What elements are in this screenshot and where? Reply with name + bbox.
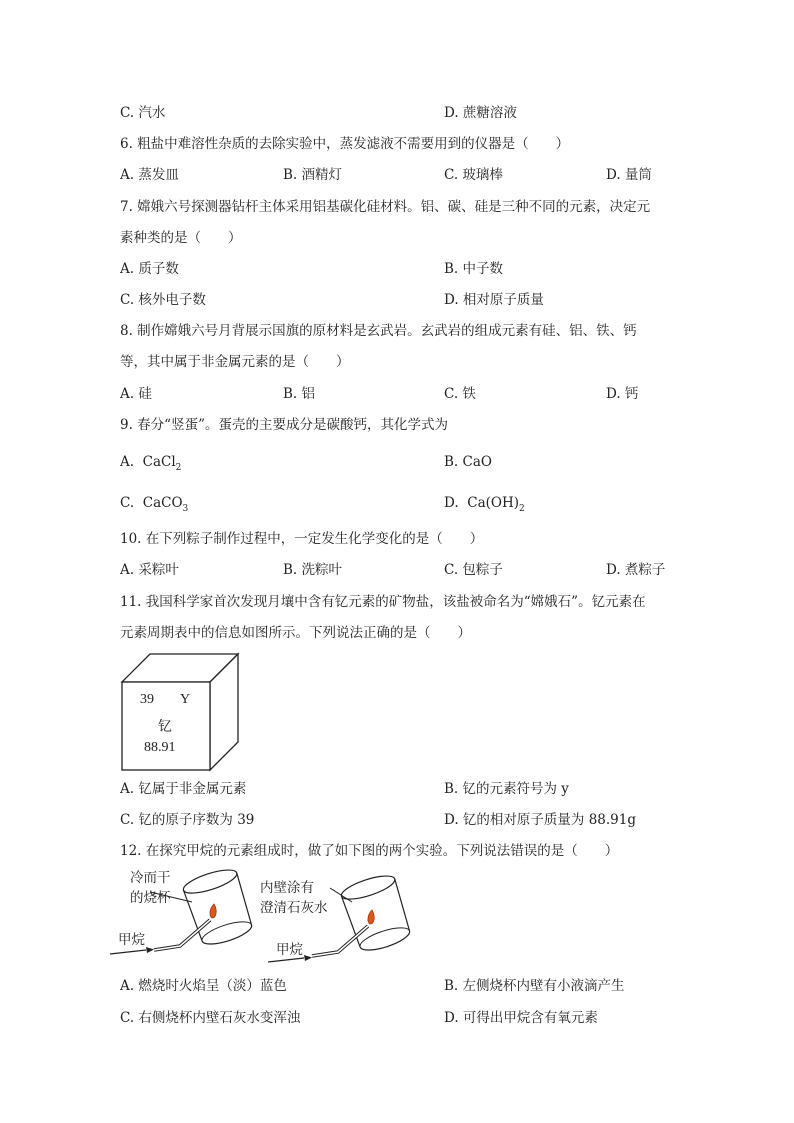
right-beaker-label-line1: 内壁涂有 bbox=[260, 880, 314, 896]
q9-stem: 9. 春分“竖蛋”。蛋壳的主要成分是碳酸钙，其化学式为 bbox=[120, 417, 448, 433]
q6-option-a: A. 蒸发皿 bbox=[120, 167, 179, 183]
element-cube-figure bbox=[120, 652, 240, 772]
q6-stem: 6. 粗盐中难溶性杂质的去除实验中，蒸发滤液不需要用到的仪器是（ ） bbox=[120, 136, 570, 152]
q6-option-c: C. 玻璃棒 bbox=[444, 167, 503, 183]
q11-option-d: D. 钇的相对原子质量为 88.91g bbox=[444, 812, 637, 828]
q11-option-a: A. 钇属于非金属元素 bbox=[120, 781, 247, 797]
q11-option-c: C. 钇的原子序数为 39 bbox=[120, 812, 255, 828]
q9-option-d-formula: Ca(OH) bbox=[467, 495, 519, 511]
left-methane-label: 甲烷 bbox=[118, 932, 145, 948]
q9-option-c bbox=[120, 493, 188, 515]
left-beaker-label-line2: 的烧杯 bbox=[130, 890, 171, 906]
element-mass: 88.91 bbox=[144, 740, 176, 755]
q12-option-d: D. 可得出甲烷含有氧元素 bbox=[444, 1010, 598, 1026]
q8-stem-line1: 8. 制作嫦娥六号月背展示国旗的原材料是玄武岩。玄武岩的组成元素有硅、铝、铁、钙 bbox=[120, 323, 637, 339]
q10-stem: 10. 在下列粽子制作过程中，一定发生化学变化的是（ ） bbox=[120, 531, 484, 547]
q9-option-a-formula: CaCl bbox=[142, 454, 176, 470]
element-cube-drawing bbox=[120, 652, 240, 772]
q9-option-a bbox=[120, 452, 181, 474]
q9-option-d-subscript: 2 bbox=[519, 504, 525, 514]
element-number: 39 bbox=[140, 692, 154, 707]
q9-option-d-letter: D. bbox=[444, 495, 459, 511]
element-symbol: Y bbox=[180, 692, 191, 707]
q9-option-d bbox=[444, 493, 525, 515]
q8-option-c: C. 铁 bbox=[444, 386, 476, 402]
q5-option-c: C. 汽水 bbox=[120, 105, 166, 121]
q10-option-a: A. 采粽叶 bbox=[120, 562, 179, 578]
q8-stem-line2: 等，其中属于非金属元素的是（ ） bbox=[120, 354, 350, 370]
q11-option-b: B. 钇的元素符号为 y bbox=[444, 781, 569, 797]
q7-option-a: A. 质子数 bbox=[120, 261, 179, 277]
q7-stem-line1: 7. 嫦娥六号探测器钻杆主体采用铝基碳化硅材料。铝、碳、硅是三种不同的元素，决定元 bbox=[120, 199, 651, 215]
q9-option-b: B. CaO bbox=[444, 454, 492, 470]
q10-option-b: B. 洗粽叶 bbox=[283, 562, 343, 578]
element-name: 钇 bbox=[158, 720, 172, 735]
q9-option-a-letter: A. bbox=[120, 454, 135, 470]
q12-option-a: A. 燃烧时火焰呈（淡）蓝色 bbox=[120, 978, 287, 994]
q9-option-a-subscript: 2 bbox=[175, 463, 182, 473]
q7-stem-line2: 素种类的是（ ） bbox=[120, 230, 242, 246]
q7-option-b: B. 中子数 bbox=[444, 261, 504, 277]
q11-stem-line1: 11. 我国科学家首次发现月壤中含有钇元素的矿物盐，该盐被命名为“嫦娥石”。钇元素在 bbox=[120, 594, 646, 610]
q7-option-c: C. 核外电子数 bbox=[120, 292, 206, 308]
right-methane-label: 甲烷 bbox=[276, 942, 303, 958]
q8-option-d: D. 钙 bbox=[606, 386, 639, 402]
left-beaker-label-line1: 冷而干 bbox=[130, 870, 171, 886]
q10-option-d: D. 煮粽子 bbox=[606, 562, 666, 578]
q12-option-c: C. 右侧烧杯内壁石灰水变浑浊 bbox=[120, 1010, 301, 1026]
q9-option-c-subscript: 3 bbox=[182, 504, 189, 514]
q12-option-b: B. 左侧烧杯内壁有小液滴产生 bbox=[444, 978, 625, 994]
right-beaker-label-line2: 澄清石灰水 bbox=[260, 900, 328, 916]
q10-option-c: C. 包粽子 bbox=[444, 562, 503, 578]
q8-option-a: A. 硅 bbox=[120, 386, 152, 402]
q8-option-b: B. 铝 bbox=[283, 386, 316, 402]
q11-stem-line2: 元素周期表中的信息如图所示。下列说法正确的是（ ） bbox=[120, 625, 471, 641]
q6-option-d: D. 量筒 bbox=[606, 167, 652, 183]
q5-option-d: D. 蔗糖溶液 bbox=[444, 105, 517, 121]
q7-option-d: D. 相对原子质量 bbox=[444, 292, 544, 308]
q9-option-c-letter: C. bbox=[120, 495, 135, 511]
q9-option-c-formula: CaCO bbox=[142, 495, 183, 511]
q6-option-b: B. 酒精灯 bbox=[283, 167, 343, 183]
q12-stem: 12. 在探究甲烷的元素组成时，做了如下图的两个实验。下列说法错误的是（ ） bbox=[120, 843, 619, 859]
